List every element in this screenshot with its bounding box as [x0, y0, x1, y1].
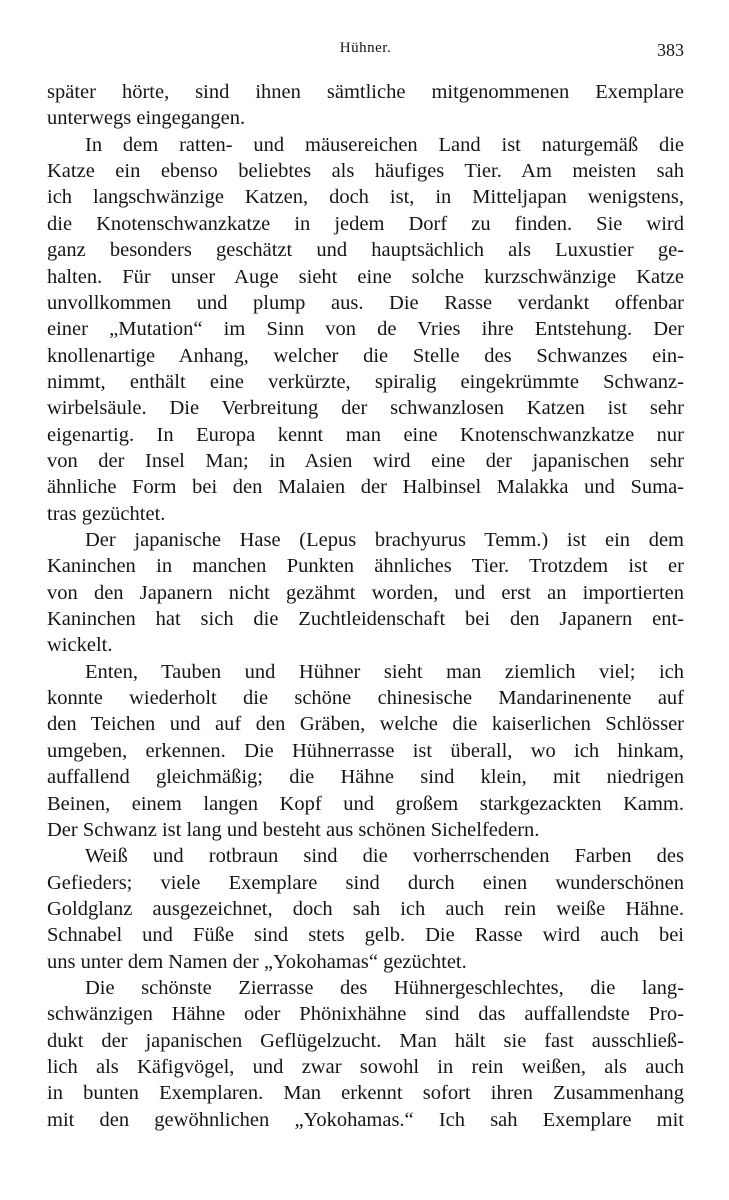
text-line: ganz besonders geschätzt und hauptsächlich als Luxustier ge- — [47, 239, 684, 262]
page-number: 383 — [657, 40, 684, 60]
text-line: den Teichen und auf den Gräben, welche die kaiserlichen Schlösser — [47, 713, 684, 736]
text-line: Katze ein ebenso beliebtes als häufiges Tier. Am meisten sah — [47, 160, 684, 183]
text-line: Gefieders; viele Exemplare sind durch einen wunderschönen — [47, 871, 684, 894]
header-title: Hühner. — [339, 40, 392, 56]
text-line: von den Japanern nicht gezähmt worden, und erst an importierten — [47, 581, 684, 604]
text-line: tras gezüchtet. — [47, 502, 166, 525]
text-line: uns unter dem Namen der „Yokohamas“ gezüchtet. — [47, 950, 467, 973]
text-line: wirbelsäule. Die Verbreitung der schwanzlosen Katzen ist sehr — [47, 397, 684, 420]
text-line: Der japanische Hase (Lepus brachyurus Temm.) ist ein dem — [85, 529, 684, 551]
text-line: nimmt, enthält eine verkürzte, spiralig eingekrümmte Schwanz- — [47, 370, 684, 393]
text-line: ich langschwänzige Katzen, doch ist, in Mitteljapan wenigstens, — [47, 186, 684, 209]
text-line: schwänzigen Hähne oder Phönixhähne sind das auffallendste Pro- — [47, 1003, 684, 1026]
text-line: dukt der japanischen Geflügelzucht. Man hält sie fast ausschließ- — [47, 1029, 684, 1052]
text-line: Kaninchen hat sich die Zuchtleidenschaft bei den Japanern ent- — [47, 608, 684, 630]
running-header — [47, 38, 684, 62]
text-line: mit den gewöhnlichen „Yokohamas.“ Ich sah Exemplare mit — [47, 1108, 684, 1131]
text-line: Die schönste Zierrasse des Hühnergeschlechtes, die lang- — [85, 976, 684, 999]
text-line: von der Insel Man; in Asien wird eine der japanischen sehr — [47, 449, 684, 472]
text-line: halten. Für unser Auge sieht eine solche kurzschwänzige Katze — [47, 265, 684, 288]
text-line: Schnabel und Füße sind stets gelb. Die Rasse wird auch bei — [47, 924, 684, 947]
text-line: Kaninchen in manchen Punkten ähnliches Tier. Trotzdem ist er — [47, 555, 684, 578]
text-line: wickelt. — [47, 634, 113, 657]
text-line: einer „Mutation“ im Sinn von de Vries ihre Entstehung. Der — [47, 318, 684, 341]
text-line: Beinen, einem langen Kopf und großem starkgezackten Kamm. — [47, 792, 684, 815]
text-line: in bunten Exemplaren. Man erkennt sofort ihren Zusammenhang — [47, 1082, 684, 1105]
text-line: Der Schwanz ist lang und besteht aus schönen Sichelfedern. — [47, 818, 540, 841]
text-line: In dem ratten- und mäusereichen Land ist naturgemäß die — [85, 133, 684, 156]
text-line: Weiß und rotbraun sind die vorherrschenden Farben des — [85, 845, 684, 868]
text-line: eigenartig. In Europa kennt man eine Knotenschwanzkatze nur — [47, 423, 684, 446]
text-line: knollenartige Anhang, welcher die Stelle des Schwanzes ein- — [47, 344, 684, 367]
text-line: die Knotenschwanzkatze in jedem Dorf zu finden. Sie wird — [47, 212, 684, 235]
text-line: Enten, Tauben und Hühner sieht man ziemlich viel; ich — [85, 660, 684, 683]
text-line: ähnliche Form bei den Malaien der Halbinsel Malakka und Suma- — [47, 476, 684, 499]
text-line: unterwegs eingegangen. — [47, 107, 246, 130]
text-line: später hörte, sind ihnen sämtliche mitgenommenen Exemplare — [47, 81, 684, 103]
text-line: unvollkommen und plump aus. Die Rasse verdankt offenbar — [47, 291, 684, 314]
text-line: konnte wiederholt die schöne chinesische Mandarinenente auf — [47, 687, 684, 710]
text-line: lich als Käfigvögel, und zwar sowohl in rein weißen, als auch — [47, 1056, 684, 1078]
text-line: umgeben, erkennen. Die Hühnerrasse ist überall, wo ich hinkam, — [47, 739, 684, 762]
text-line: auffallend gleichmäßig; die Hähne sind klein, mit niedrigen — [47, 766, 684, 789]
text-line: Goldglanz ausgezeichnet, doch sah ich auch rein weiße Hähne. — [47, 897, 684, 920]
